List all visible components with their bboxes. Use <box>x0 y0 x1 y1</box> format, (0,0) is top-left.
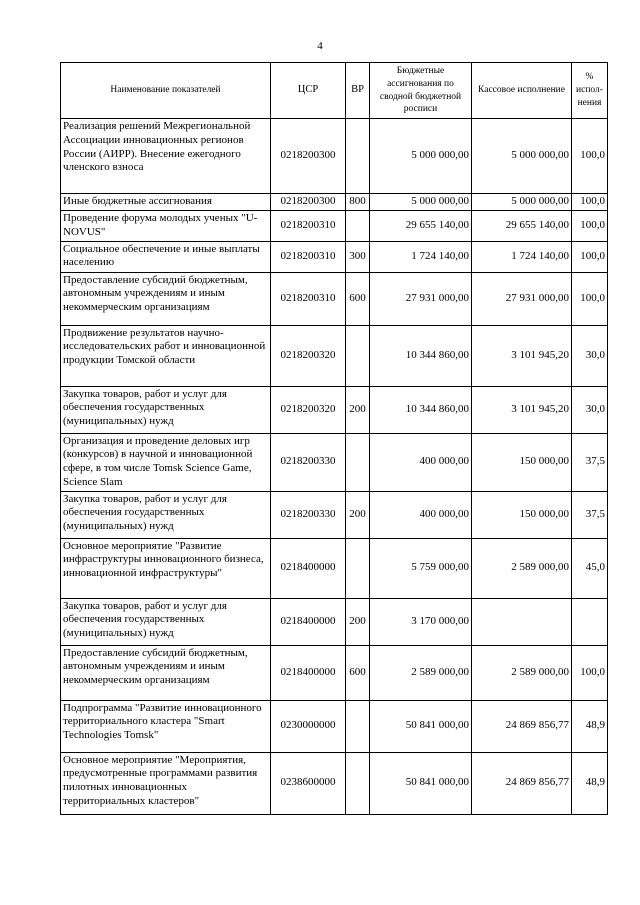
row-execution-cell: 5 000 000,00 <box>472 119 572 194</box>
row-budget-cell: 5 000 000,00 <box>370 194 472 211</box>
row-percent-cell: 100,0 <box>572 194 608 211</box>
row-percent-cell: 48,9 <box>572 752 608 814</box>
row-percent-cell: 37,5 <box>572 491 608 538</box>
table-row <box>61 272 608 325</box>
row-execution-cell: 5 000 000,00 <box>472 194 572 211</box>
header-percent: % испол-нения <box>572 63 608 119</box>
row-name-cell: Закупка товаров, работ и услуг для обеспечения государственных (муниципальных) нужд <box>61 491 271 538</box>
table-row <box>61 752 608 814</box>
row-name-cell: Предоставление субсидий бюджетным, автономным учреждениям и иным некоммерческим организациям <box>61 645 271 700</box>
row-budget-cell: 2 589 000,00 <box>370 645 472 700</box>
row-csr-cell: 0218200330 <box>271 433 346 491</box>
row-vr-cell <box>346 752 370 814</box>
row-vr-cell <box>346 538 370 598</box>
row-name-cell: Предоставление субсидий бюджетным, автономным учреждениям и иным некоммерческим организациям <box>61 272 271 325</box>
row-execution-cell: 24 869 856,77 <box>472 752 572 814</box>
row-execution-cell: 150 000,00 <box>472 433 572 491</box>
row-execution-cell: 24 869 856,77 <box>472 700 572 752</box>
row-percent-cell: 30,0 <box>572 325 608 386</box>
row-vr-cell: 300 <box>346 241 370 272</box>
row-name-cell: Основное мероприятие "Развитие инфраструктуры инновационного бизнеса, инновационной инфраструктуры" <box>61 538 271 598</box>
table-row <box>61 598 608 645</box>
row-csr-cell: 0230000000 <box>271 700 346 752</box>
budget-execution-table <box>60 62 608 815</box>
page-number: 4 <box>317 40 323 52</box>
table-row <box>61 700 608 752</box>
row-vr-cell: 600 <box>346 645 370 700</box>
row-vr-cell <box>346 325 370 386</box>
table-row <box>61 119 608 194</box>
table-header-row <box>61 63 608 119</box>
row-name-cell: Социальное обеспечение и иные выплаты населению <box>61 241 271 272</box>
row-csr-cell: 0218200310 <box>271 272 346 325</box>
table-row <box>61 194 608 211</box>
row-percent-cell: 100,0 <box>572 211 608 242</box>
row-csr-cell: 0218200300 <box>271 119 346 194</box>
table-row <box>61 386 608 433</box>
row-execution-cell: 29 655 140,00 <box>472 211 572 242</box>
row-csr-cell: 0218200330 <box>271 491 346 538</box>
table-row <box>61 491 608 538</box>
row-csr-cell: 0218200320 <box>271 386 346 433</box>
row-percent-cell: 48,9 <box>572 700 608 752</box>
table-row <box>61 211 608 242</box>
row-name-cell: Закупка товаров, работ и услуг для обеспечения государственных (муниципальных) нужд <box>61 386 271 433</box>
table-row <box>61 433 608 491</box>
row-budget-cell: 50 841 000,00 <box>370 752 472 814</box>
row-execution-cell: 27 931 000,00 <box>472 272 572 325</box>
row-execution-cell: 150 000,00 <box>472 491 572 538</box>
row-name-cell: Закупка товаров, работ и услуг для обеспечения государственных (муниципальных) нужд <box>61 598 271 645</box>
row-budget-cell: 400 000,00 <box>370 433 472 491</box>
row-csr-cell: 0238600000 <box>271 752 346 814</box>
row-name-cell: Продвижение результатов научно-исследовательских работ и инновационной продукции Томской области <box>61 325 271 386</box>
row-budget-cell: 3 170 000,00 <box>370 598 472 645</box>
row-csr-cell: 0218200320 <box>271 325 346 386</box>
header-csr: ЦСР <box>271 63 346 119</box>
row-vr-cell: 200 <box>346 491 370 538</box>
row-vr-cell: 200 <box>346 598 370 645</box>
row-vr-cell: 600 <box>346 272 370 325</box>
row-csr-cell: 0218200310 <box>271 241 346 272</box>
row-vr-cell: 200 <box>346 386 370 433</box>
row-budget-cell: 5 759 000,00 <box>370 538 472 598</box>
row-name-cell: Подпрограмма "Развитие инновационного территориального кластера "Smart Technologies Tomsk" <box>61 700 271 752</box>
row-execution-cell: 1 724 140,00 <box>472 241 572 272</box>
row-percent-cell: 100,0 <box>572 241 608 272</box>
header-vr: ВР <box>346 63 370 119</box>
table-row <box>61 538 608 598</box>
row-csr-cell: 0218200300 <box>271 194 346 211</box>
row-vr-cell <box>346 119 370 194</box>
row-vr-cell <box>346 700 370 752</box>
row-budget-cell: 29 655 140,00 <box>370 211 472 242</box>
table-row <box>61 325 608 386</box>
row-budget-cell: 1 724 140,00 <box>370 241 472 272</box>
row-vr-cell: 800 <box>346 194 370 211</box>
header-name: Наименование показателей <box>61 63 271 119</box>
row-budget-cell: 10 344 860,00 <box>370 325 472 386</box>
row-percent-cell: 100,0 <box>572 272 608 325</box>
row-csr-cell: 0218400000 <box>271 645 346 700</box>
row-budget-cell: 10 344 860,00 <box>370 386 472 433</box>
row-percent-cell: 45,0 <box>572 538 608 598</box>
row-vr-cell <box>346 433 370 491</box>
table-row <box>61 645 608 700</box>
row-name-cell: Реализация решений Межрегиональной Ассоциации инновационных регионов России (АИРР). Внесение ежегодного членского взноса <box>61 119 271 194</box>
row-budget-cell: 27 931 000,00 <box>370 272 472 325</box>
row-csr-cell: 0218400000 <box>271 598 346 645</box>
table-row <box>61 241 608 272</box>
row-csr-cell: 0218400000 <box>271 538 346 598</box>
row-name-cell: Основное мероприятие "Мероприятия, предусмотренные программами развития пилотных инновационных территориальных кластеров" <box>61 752 271 814</box>
header-execution: Кассовое исполнение <box>472 63 572 119</box>
row-percent-cell: 30,0 <box>572 386 608 433</box>
header-budget: Бюджетные ассигнования по сводной бюджетной росписи <box>370 63 472 119</box>
row-budget-cell: 400 000,00 <box>370 491 472 538</box>
row-name-cell: Иные бюджетные ассигнования <box>61 194 271 211</box>
row-execution-cell: 2 589 000,00 <box>472 538 572 598</box>
row-percent-cell: 37,5 <box>572 433 608 491</box>
row-budget-cell: 5 000 000,00 <box>370 119 472 194</box>
row-execution-cell: 3 101 945,20 <box>472 325 572 386</box>
row-vr-cell <box>346 211 370 242</box>
table-body <box>61 119 608 815</box>
row-execution-cell: 2 589 000,00 <box>472 645 572 700</box>
row-name-cell: Организация и проведение деловых игр (конкурсов) в научной и инновационной сфере, в том числе Tomsk Science Game, Science Slam <box>61 433 271 491</box>
row-name-cell: Проведение форума молодых ученых "U-NOVUS" <box>61 211 271 242</box>
row-budget-cell: 50 841 000,00 <box>370 700 472 752</box>
row-percent-cell: 100,0 <box>572 645 608 700</box>
row-execution-cell <box>472 598 572 645</box>
row-percent-cell: 100,0 <box>572 119 608 194</box>
row-percent-cell <box>572 598 608 645</box>
row-csr-cell: 0218200310 <box>271 211 346 242</box>
row-execution-cell: 3 101 945,20 <box>472 386 572 433</box>
